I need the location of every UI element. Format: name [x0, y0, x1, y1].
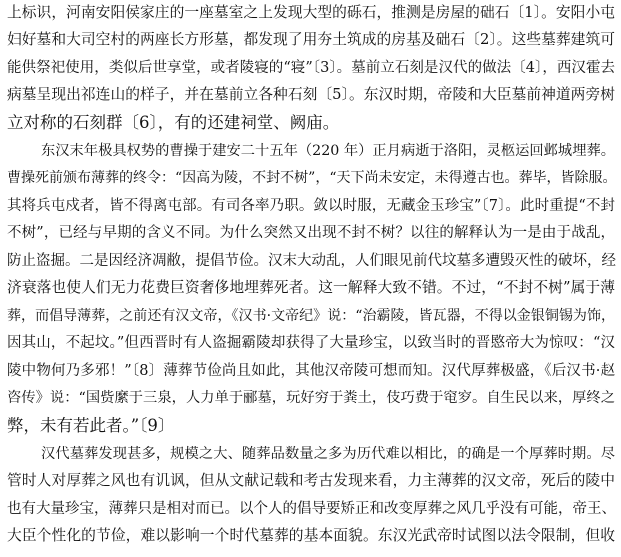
text-line: 能供祭祀使用，类似后世享堂，或者陵寝的“寝”〔3〕。墓前立石刻是汉代的做法〔4〕，西汉霍去 — [7, 60, 615, 76]
paragraph-first-line: 东汉末年极具权势的曹操于建安二十五年（220 年）正月病逝于洛阳，灵柩运回邺城埋葬。 — [41, 143, 615, 159]
text-line: 也有大量珍宝，薄葬只是相对而已。以个人的倡导要矫正和改变厚葬之风几乎没有可能，帝王、 — [7, 501, 616, 517]
text-line: 防止盗掘。二是因经济凋敝，提倡节俭。汉末大动乱，人们眼见前代坟墓多遭毁灭性的破坏，经 — [7, 253, 616, 269]
text-line: 妇好墓和大司空村的两座长方形墓，都发现了用夯土筑成的房基及础石〔2〕。这些墓葬建筑可 — [7, 31, 615, 48]
text-line: 陵中物何乃多邪！”〔8〕薄葬节俭尚且如此，其他汉帝陵可想而知。汉代厚葬极盛，《后汉书·赵 — [7, 363, 615, 379]
text-line: 因其山，不起坟。”但西晋时有人盗掘霸陵却获得了大量珍宝，以致当时的晋愍帝大为惊叹：“汉 — [7, 335, 615, 351]
paragraph-first-line: 汉代墓葬发现甚多，规模之大、随葬品数量之多为历代难以相比，的确是一个厚葬时期。尽 — [41, 446, 615, 462]
text-line: 葬，而倡导薄葬，之前还有汉文帝，《汉书·文帝纪》说：“治霸陵，皆瓦器，不得以金银铜锡为饰， — [7, 308, 615, 324]
text-line: 大臣个性化的节俭，难以影响一个时代墓葬的基本面貌。东汉光武帝时试图以法令限制，但收 — [7, 527, 615, 544]
text-line: 不树”，已经与早期的含义不同。为什么突然又出现不封不树？以往的解释认为一是由于战乱， — [7, 225, 615, 241]
text-line: 立对称的石刻群〔6〕，有的还建祠堂、阙庙。 — [7, 113, 340, 132]
text-line: 济衰落也使人们无力花费巨资奢侈地埋葬死者。这一解释大致不错。不过，“不封不树”属于薄 — [7, 279, 615, 296]
text-line: 管时人对厚葬之风也有讥讽，但从文献记载和考古发现来看，力主薄葬的汉文帝，死后的陵中 — [7, 472, 615, 489]
text-line: 病墓呈现出祁连山的样子，并在墓前立各种石刻〔5〕。东汉时期，帝陵和大臣墓前神道两旁树 — [7, 86, 615, 103]
text-line: 其将兵屯戍者，皆不得离屯部。有司各率乃职。敛以时服，无藏金玉珍宝”〔7〕。此时重提“不封 — [7, 198, 615, 214]
text-line: 曹操死前颁布薄葬的终令：“因高为陵，不封不树”，“天下尚未安定，未得遵古也。葬毕，皆除服。 — [7, 170, 617, 186]
text-line: 上标识，河南安阳侯家庄的一座墓室之上发现大型的砾石，推测是房屋的础石〔1〕。安阳小屯 — [7, 4, 615, 21]
text-line: 咨传》说：“国赀縻于三泉，人力单于郦墓，玩好穷于粪土，伎巧费于窀穸。自生民以来，厚终之 — [7, 390, 615, 406]
text-line: 弊，未有若此者。”〔9〕 — [7, 416, 175, 435]
